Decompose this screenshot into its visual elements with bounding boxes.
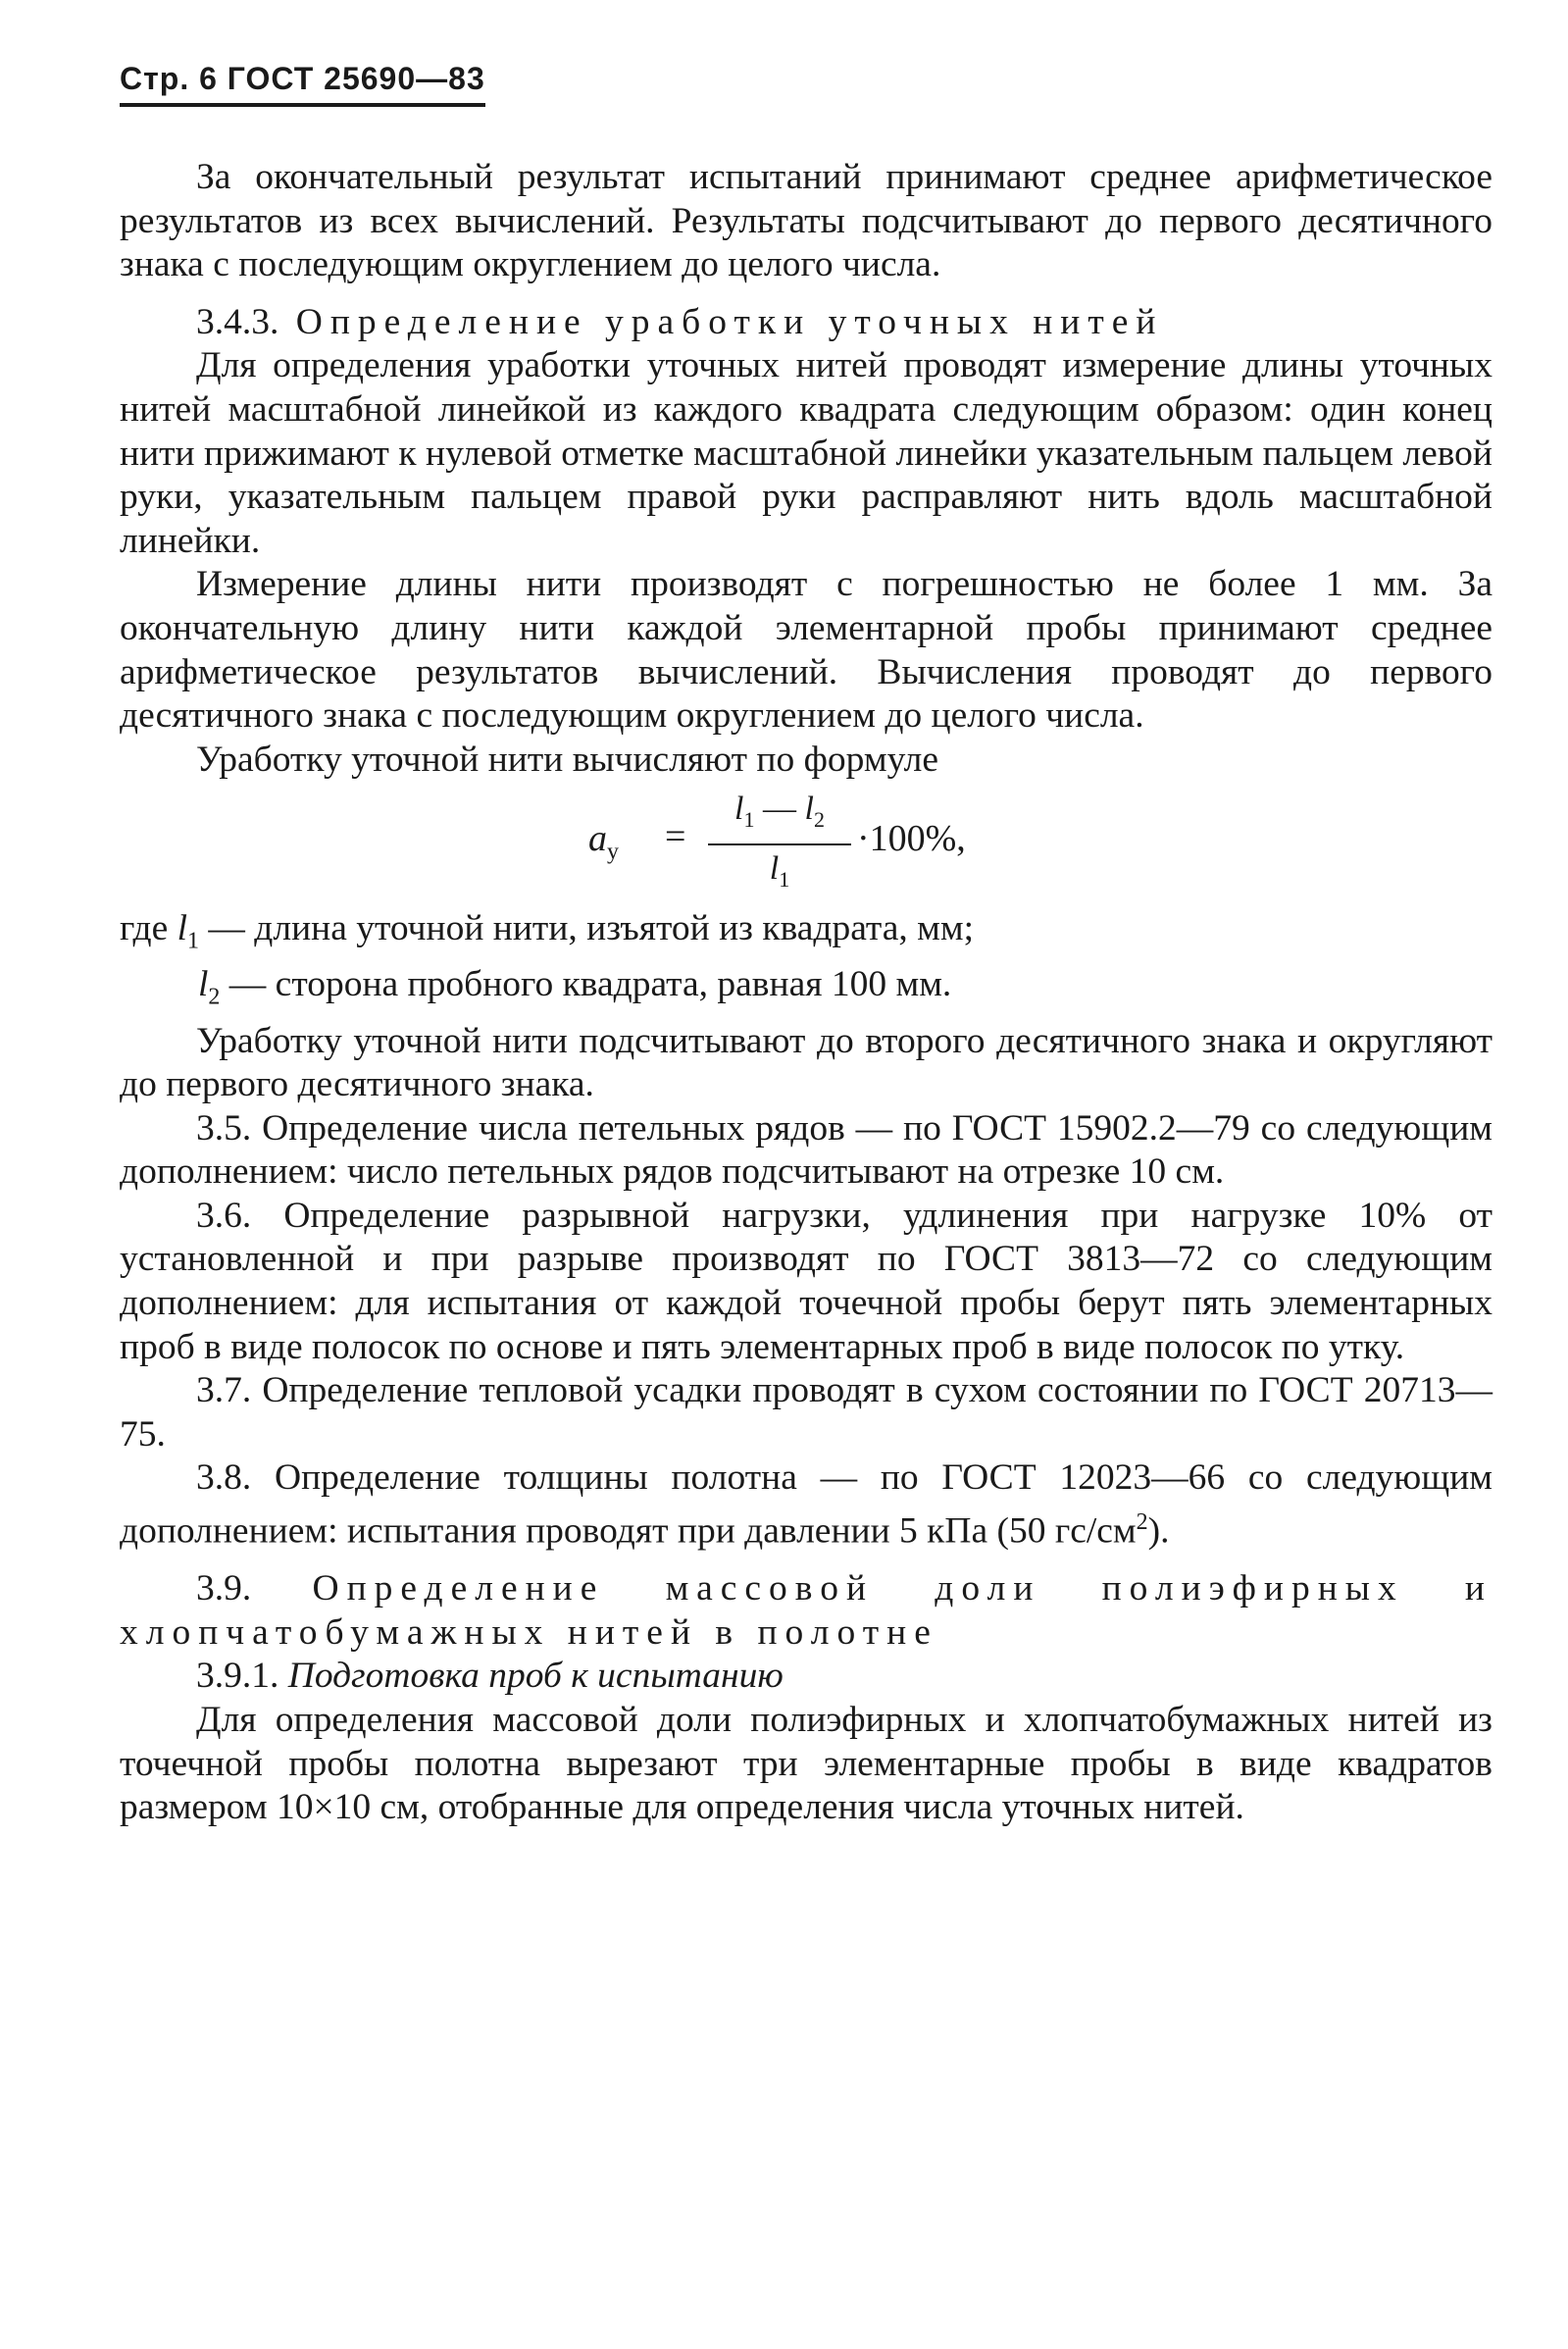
paragraph-3-8-text: 3.8. Определение толщины полотна — по ГОСТ 12023—66 со следующим дополнением: испытания проводят при давлении 5 кПа (50 гс/см — [120, 1457, 1492, 1552]
paragraph-3-8-end: ). — [1147, 1510, 1170, 1552]
numerator-sub-b: 2 — [813, 807, 825, 833]
section-title: Подготовка проб к испытанию — [287, 1656, 784, 1697]
paragraph-sample-prep-end: 10 см, отобранные для определения числа уточных нитей. — [333, 1787, 1244, 1828]
section-number: 3.9. — [196, 1568, 252, 1609]
where-l1-sub: 1 — [187, 928, 200, 954]
paragraph-final-result: За окончательный результат испытаний принимают среднее арифметическое результатов из всех вычислений. Результаты подсчитывают до первого десятичного знака с последующим округлением до целого числа. — [120, 157, 1492, 285]
paragraph-3-7: 3.7. Определение тепловой усадки проводят в сухом состоянии по ГОСТ 20713—75. — [120, 1370, 1492, 1455]
where-l1-var: l — [177, 908, 188, 949]
section-heading-3-9-1 — [120, 1655, 1492, 1699]
section-heading-3-4-3 — [120, 301, 1492, 345]
document-page — [120, 61, 1492, 1830]
numerator-minus: — — [754, 791, 805, 828]
where-l2-sub: 2 — [208, 984, 221, 1010]
formula-equals: = — [665, 816, 686, 858]
paragraph-formula-intro: Уработку уточной нити вычисляют по формуле — [196, 739, 939, 780]
paragraph-3-8-sup: 2 — [1136, 1509, 1148, 1536]
paragraph-rounding: Уработку уточной нити подсчитывают до второго десятичного знака и округляют до первого десятичного знака. — [120, 1020, 1492, 1105]
paragraph-3-8 — [120, 1456, 1492, 1554]
formula-denominator — [708, 847, 851, 901]
page-header: Стр. 6 ГОСТ 25690—83 — [120, 61, 485, 107]
paragraph-measurement-method: Для определения уработки уточных нитей проводят измерение длины уточных нитей масштабной линейкой из каждого квадрата следующим образом: один конец нити прижимают к нулевой отметке масштабной линейки указательным пальцем левой руки, указательным пальцем правой руки расправляют нить вдоль масштабной линейки. — [120, 345, 1492, 561]
numerator-var-a: l — [734, 791, 744, 828]
paragraph-sample-prep — [120, 1699, 1492, 1830]
where-l2-line — [120, 963, 1492, 1019]
paragraph-3-6: 3.6. Определение разрывной нагрузки, удлинения при нагрузке 10% от установленной и при разрыве производят по ГОСТ 3813—72 со следующим дополнением: для испытания от каждой точечной пробы берут пять элементарных проб в виде полосок по основе и пять элементарных проб в виде полосок по утку. — [120, 1195, 1492, 1367]
formula-numerator — [708, 788, 851, 842]
denominator-sub: 1 — [779, 866, 790, 892]
numerator-sub-a: 1 — [743, 807, 755, 833]
document-body — [120, 156, 1492, 1830]
formula-block — [120, 788, 1492, 897]
section-number: 3.9.1. — [196, 1656, 279, 1697]
denominator-var: l — [769, 850, 780, 888]
section-heading-3-9 — [120, 1567, 1492, 1655]
fraction-bar — [708, 843, 851, 845]
where-l2-var: l — [198, 964, 209, 1005]
formula-lhs-sub: у — [607, 839, 619, 865]
section-title: Определение уработки уточных нитей — [295, 301, 1164, 342]
section-number: 3.4.3. — [196, 301, 279, 342]
formula-fraction — [708, 788, 851, 901]
section-title: Определение массовой доли полиэфирных и хлопчатобумажных нитей в полотне — [120, 1568, 1493, 1653]
where-lead: где — [120, 908, 177, 949]
paragraph-sample-prep-text: Для определения массовой доли полиэфирных и хлопчатобумажных нитей из точечной пробы полотна вырезают три элементарные пробы в виде квадратов размером 10 — [120, 1699, 1492, 1828]
paragraph-3-5: 3.5. Определение числа петельных рядов — по ГОСТ 15902.2—79 со следующим дополнением: число петельных рядов подсчитывают на отрезке 10 см. — [120, 1107, 1492, 1193]
where-l1-text: — длина уточной нити, изъятой из квадрата, мм; — [199, 908, 975, 949]
formula-rhs: ·100%, — [857, 818, 966, 860]
paragraph-measurement-accuracy: Измерение длины нити производят с погрешностью не более 1 мм. За окончательную длину нити каждой элементарной пробы принимают среднее арифметическое результатов вычислений. Вычисления проводят до первого десятичного знака с последующим округлением до целого числа. — [120, 564, 1492, 737]
where-l1-line — [120, 907, 1492, 963]
numerator-var-b: l — [804, 791, 814, 828]
formula-lhs-var: a — [588, 818, 607, 860]
times-sign: × — [313, 1787, 334, 1828]
where-l2-text: — сторона пробного квадрата, равная 100 мм. — [220, 964, 952, 1005]
formula-lhs — [588, 817, 619, 874]
